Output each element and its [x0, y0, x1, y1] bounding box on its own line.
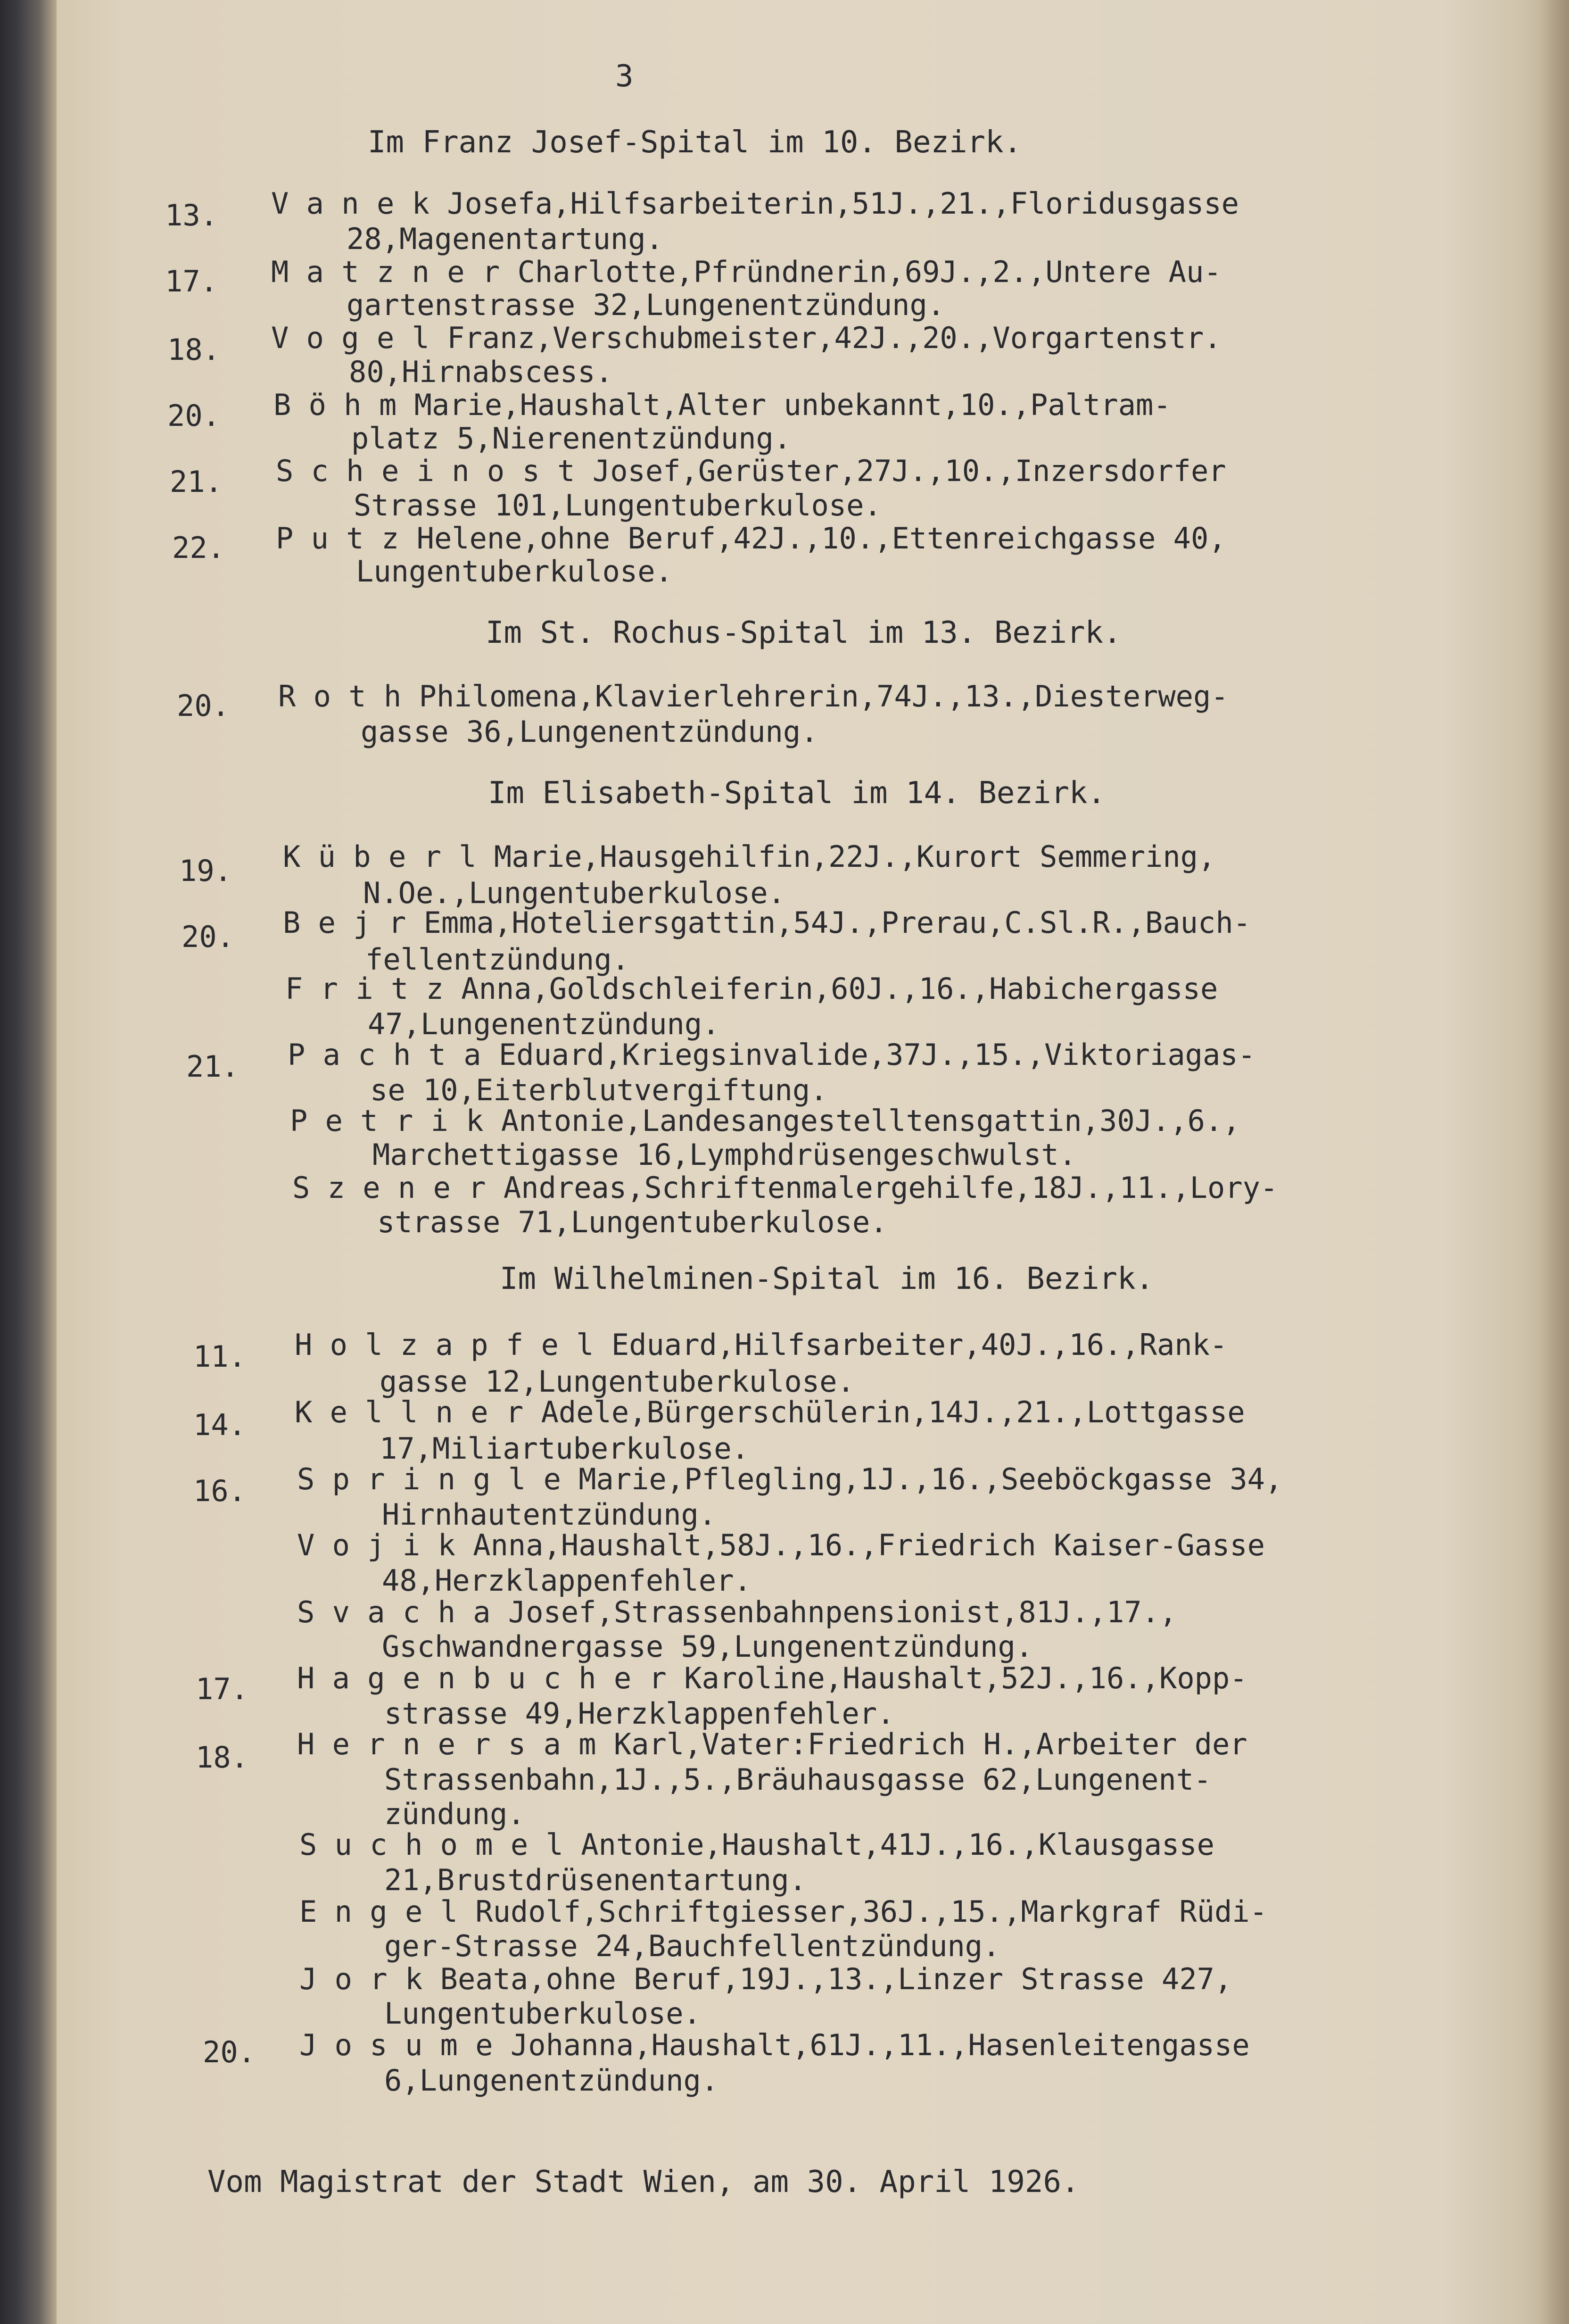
entry-line-2: 21,Brustdrüsenentartung.	[384, 1863, 807, 1897]
entry-line-1: S v a c h a Josef,Strassenbahnpensionist,81J.,17.,	[297, 1595, 1177, 1629]
entry-line-3: zündung.	[384, 1797, 525, 1831]
entry-day: 11.	[193, 1339, 246, 1374]
entry-day: 18.	[167, 332, 220, 367]
entry-line-1: B e j r Emma,Hoteliersgattin,54J.,Prerau,C.Sl.R.,Bauch-	[283, 905, 1251, 940]
entry-line-1: H a g e n b u c h e r Karoline,Haushalt,52J.,16.,Kopp-	[297, 1661, 1247, 1695]
entry-line-2: strasse 49,Herzklappenfehler.	[384, 1696, 895, 1731]
entry-day: 18.	[196, 1740, 248, 1775]
entry-line-2: N.Oe.,Lungentuberkulose.	[363, 876, 785, 910]
entry-line-2: ger-Strasse 24,Bauchfellentzündung.	[384, 1929, 1000, 1963]
section-heading-franz-josef: Im Franz Josef-Spital im 10. Bezirk.	[368, 125, 1022, 160]
book-binding	[0, 0, 57, 2324]
entry-line-2: 48,Herzklappenfehler.	[382, 1563, 751, 1598]
entry-day: 21.	[170, 465, 223, 499]
entry-line-2: gartenstrasse 32,Lungenentzündung.	[347, 288, 945, 322]
entry-day: 13.	[165, 198, 218, 232]
entry-day: 17.	[165, 264, 218, 299]
entry-line-2: fellentzündung.	[365, 942, 629, 977]
entry-line-1: S p r i n g l e Marie,Pflegling,1J.,16.,Seeböckgasse 34,	[297, 1462, 1283, 1496]
entry-line-1: R o t h Philomena,Klavierlehrerin,74J.,13.,Diesterweg-	[278, 679, 1229, 714]
entry-line-1: J o r k Beata,ohne Beruf,19J.,13.,Linzer Strasse 427,	[299, 1962, 1232, 1996]
entry-day: 17.	[196, 1672, 248, 1706]
entry-day: 16.	[193, 1474, 246, 1508]
entry-line-2: 28,Magenentartung.	[347, 222, 663, 256]
entry-day: 20.	[182, 920, 234, 954]
entry-line-2: gasse 36,Lungenentzündung.	[361, 714, 818, 749]
entry-line-1: V o j i k Anna,Haushalt,58J.,16.,Friedrich Kaiser-Gasse	[297, 1528, 1265, 1562]
entry-line-2: 6,Lungenentzündung.	[384, 2063, 719, 2098]
closing-line: Vom Magistrat der Stadt Wien, am 30. April 1926.	[207, 2165, 1080, 2200]
page-edge-shadow	[1541, 0, 1569, 2324]
entry-line-2: strasse 71,Lungentuberkulose.	[377, 1205, 888, 1239]
entry-day: 20.	[177, 689, 230, 723]
entry-line-2: Hirnhautentzündung.	[382, 1497, 717, 1532]
entry-day: 20.	[167, 398, 220, 433]
entry-line-2: 80,Hirnabscess.	[349, 355, 613, 389]
entry-line-1: S u c h o m e l Antonie,Haushalt,41J.,16.,Klausgasse	[299, 1827, 1215, 1862]
section-heading-st-rochus: Im St. Rochus-Spital im 13. Bezirk.	[486, 615, 1122, 650]
entry-line-1: K ü b e r l Marie,Hausgehilfin,22J.,Kurort Semmering,	[283, 839, 1216, 874]
entry-line-1: V a n e k Josefa,Hilfsarbeiterin,51J.,21.,Floridusgasse	[271, 186, 1239, 221]
entry-line-1: K e l l n e r Adele,Bürgerschülerin,14J.,21.,Lottgasse	[295, 1395, 1245, 1429]
entry-line-1: S z e n e r Andreas,Schriftenmalergehilfe,18J.,11.,Lory-	[292, 1170, 1278, 1205]
entry-day: 14.	[193, 1408, 246, 1442]
entry-line-1: H e r n e r s a m Karl,Vater:Friedrich H.,Arbeiter der	[297, 1727, 1247, 1761]
entry-line-1: P e t r i k Antonie,Landesangestelltensgattin,30J.,6.,	[290, 1104, 1240, 1138]
entry-line-1: P u t z Helene,ohne Beruf,42J.,10.,Ettenreichgasse 40,	[276, 521, 1226, 556]
entry-line-2: Marchettigasse 16,Lymphdrüsengeschwulst.	[372, 1137, 1077, 1172]
entry-line-1: E n g e l Rudolf,Schriftgiesser,36J.,15.,Markgraf Rüdi-	[299, 1894, 1267, 1929]
entry-line-2: Lungentuberkulose.	[356, 554, 673, 589]
entry-line-2: Strasse 101,Lungentuberkulose.	[354, 488, 882, 523]
entry-day: 20.	[203, 2035, 256, 2069]
entry-line-1: M a t z n e r Charlotte,Pfründnerin,69J.,2.,Untere Au-	[271, 255, 1222, 289]
entry-day: 22.	[172, 531, 225, 565]
entry-line-2: Strassenbahn,1J.,5.,Bräuhausgasse 62,Lungenent-	[384, 1762, 1212, 1797]
entry-line-2: 47,Lungenentzündung.	[368, 1007, 720, 1041]
entry-day: 19.	[179, 854, 232, 888]
entry-line-1: P a c h t a Eduard,Kriegsinvalide,37J.,15.,Viktoriagas-	[288, 1038, 1255, 1072]
entry-line-1: J o s u m e Johanna,Haushalt,61J.,11.,Hasenleitengasse	[299, 2028, 1250, 2062]
entry-line-2: platz 5,Nierenentzündung.	[351, 421, 792, 456]
entry-day: 21.	[186, 1049, 239, 1084]
section-heading-elisabeth: Im Elisabeth-Spital im 14. Bezirk.	[488, 776, 1106, 811]
entry-line-2: se 10,Eiterblutvergiftung.	[370, 1073, 828, 1107]
entry-line-1: F r i t z Anna,Goldschleiferin,60J.,16.,Habichergasse	[285, 971, 1218, 1006]
section-heading-wilhelminen: Im Wilhelminen-Spital im 16. Bezirk.	[500, 1262, 1154, 1296]
entry-line-2: Gschwandnergasse 59,Lungenentzündung.	[382, 1629, 1033, 1664]
entry-line-2: gasse 12,Lungentuberkulose.	[380, 1364, 855, 1399]
entry-line-2: Lungentuberkulose.	[384, 1996, 701, 2031]
entry-line-1: V o g e l Franz,Verschubmeister,42J.,20.,Vorgartenstr.	[271, 321, 1222, 355]
entry-line-1: B ö h m Marie,Haushalt,Alter unbekannt,10.,Paltram-	[273, 388, 1171, 422]
entry-line-1: S c h e i n o s t Josef,Gerüster,27J.,10.,Inzersdorfer	[276, 454, 1226, 488]
page-number: 3	[615, 59, 634, 94]
entry-line-1: H o l z a p f e l Eduard,Hilfsarbeiter,40J.,16.,Rank-	[295, 1328, 1228, 1362]
entry-line-2: 17,Miliartuberkulose.	[380, 1431, 749, 1466]
